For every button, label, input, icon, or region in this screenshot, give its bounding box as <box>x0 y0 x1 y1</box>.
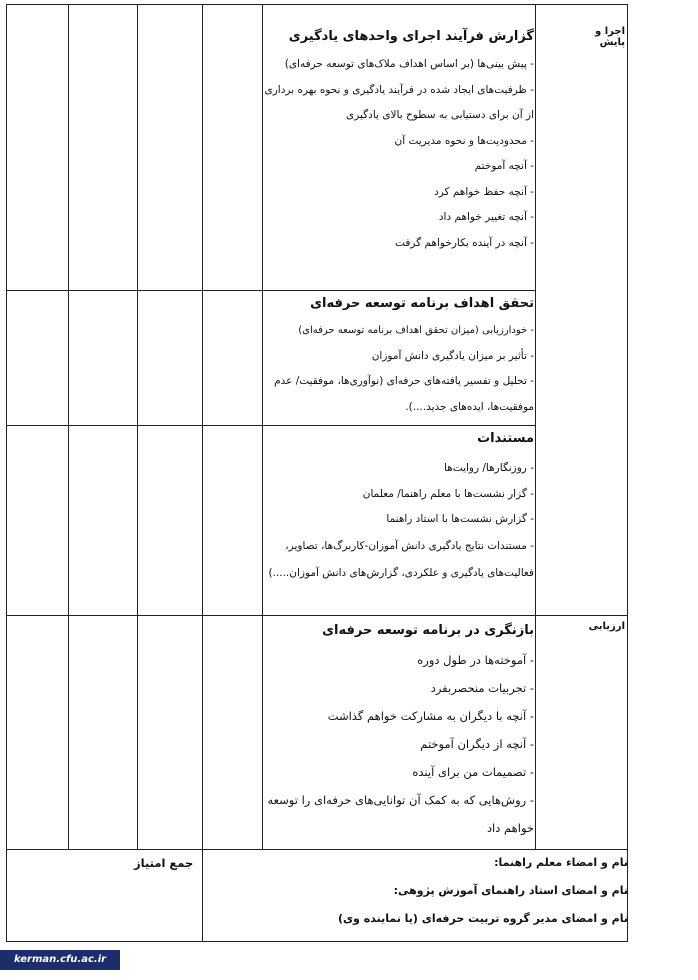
list-item: - آنچه در آینده بکارخواهم گرفت <box>395 236 534 249</box>
list-item: - آنچه با دیگران به مشارکت خواهم گذاشت <box>327 709 534 723</box>
section-goal-achievement <box>262 293 534 420</box>
section-program-review <box>262 620 534 842</box>
list-item: - خودارزیابی (میزان تحقق اهداف برنامه توسعه حرفه‌ای) <box>298 325 534 336</box>
total-score-label: جمع امتیاز <box>134 856 194 870</box>
section-learning-report <box>262 26 534 256</box>
section-title: گزارش فرآیند اجرای واحدهای یادگیری <box>288 29 534 44</box>
list-item: - آنچه از دیگران آموختم <box>420 737 534 751</box>
list-item: - پیش بینی‌ها (بر اساس اهداف ملاک‌های توسعه حرفه‌ای) <box>284 58 534 70</box>
list-item: - ظرفیت‌های ایجاد شده در فرآیند یادگیری و نحوه بهره برداری از آن برای دستیابی به سطوح بالای یادگیری <box>264 83 534 121</box>
list-item: - محدودیت‌ها و نحوه مدیریت آن <box>394 134 534 147</box>
research-advisor-signature-label: نام و امضای استاد راهنمای آموزش پژوهی: <box>393 884 628 897</box>
list-item: - روش‌هایی که به کمک آن توانایی‌های حرفه‌ای را توسعه خواهم داد <box>267 793 534 835</box>
site-watermark: kerman.cfu.ac.ir <box>0 950 120 970</box>
list-item: - آموخته‌ها در طول دوره <box>417 653 534 667</box>
category-evaluation: ارزیابی <box>588 621 625 632</box>
list-item: - گزارش نشست‌ها با استاد راهنما <box>386 513 534 525</box>
department-head-signature-label: نام و امضای مدیر گروه تربیت حرفه‌ای (یا نماینده وی) <box>337 912 628 925</box>
list-item: - آنچه آموختم <box>474 160 534 172</box>
list-item: - آنچه حفظ خواهم کرد <box>434 185 534 198</box>
category-execution: اجرا و پایش <box>595 26 625 48</box>
list-item: - تأثیر بر میزان یادگیری دانش آموزان <box>371 349 534 362</box>
section-title: مستندات <box>477 431 534 446</box>
list-item: - روزنگارها/ روایت‌ها <box>444 462 534 474</box>
mentor-teacher-signature-label: نام و امضاء معلم راهنما: <box>494 856 628 869</box>
list-item: - آنچه تغییر خواهم داد <box>438 211 534 223</box>
list-item: - تجربیات منحصربفرد <box>430 681 534 695</box>
list-item: - مستندات نتایج یادگیری دانش آموزان-کاربرگ‌ها، تصاویر، فعالیت‌های یادگیری و علکردی، گزارش‌های دانش آموزان.....) <box>268 539 534 579</box>
list-item: - گزار نشست‌ها با معلم راهنما/ معلمان <box>362 487 534 500</box>
section-documents <box>262 428 534 587</box>
section-title: تحقق اهداف برنامه توسعه حرفه‌ای <box>310 296 534 311</box>
section-title: بازنگری در برنامه توسعه حرفه‌ای <box>322 623 534 638</box>
list-item: - تحلیل و تفسیر یافته‌های حرفه‌ای (نوآوری‌ها، موفقیت/ عدم موفقیت‌ها، ایده‌های جدید....). <box>274 375 534 413</box>
list-item: - تصمیمات من برای آینده <box>412 765 534 779</box>
